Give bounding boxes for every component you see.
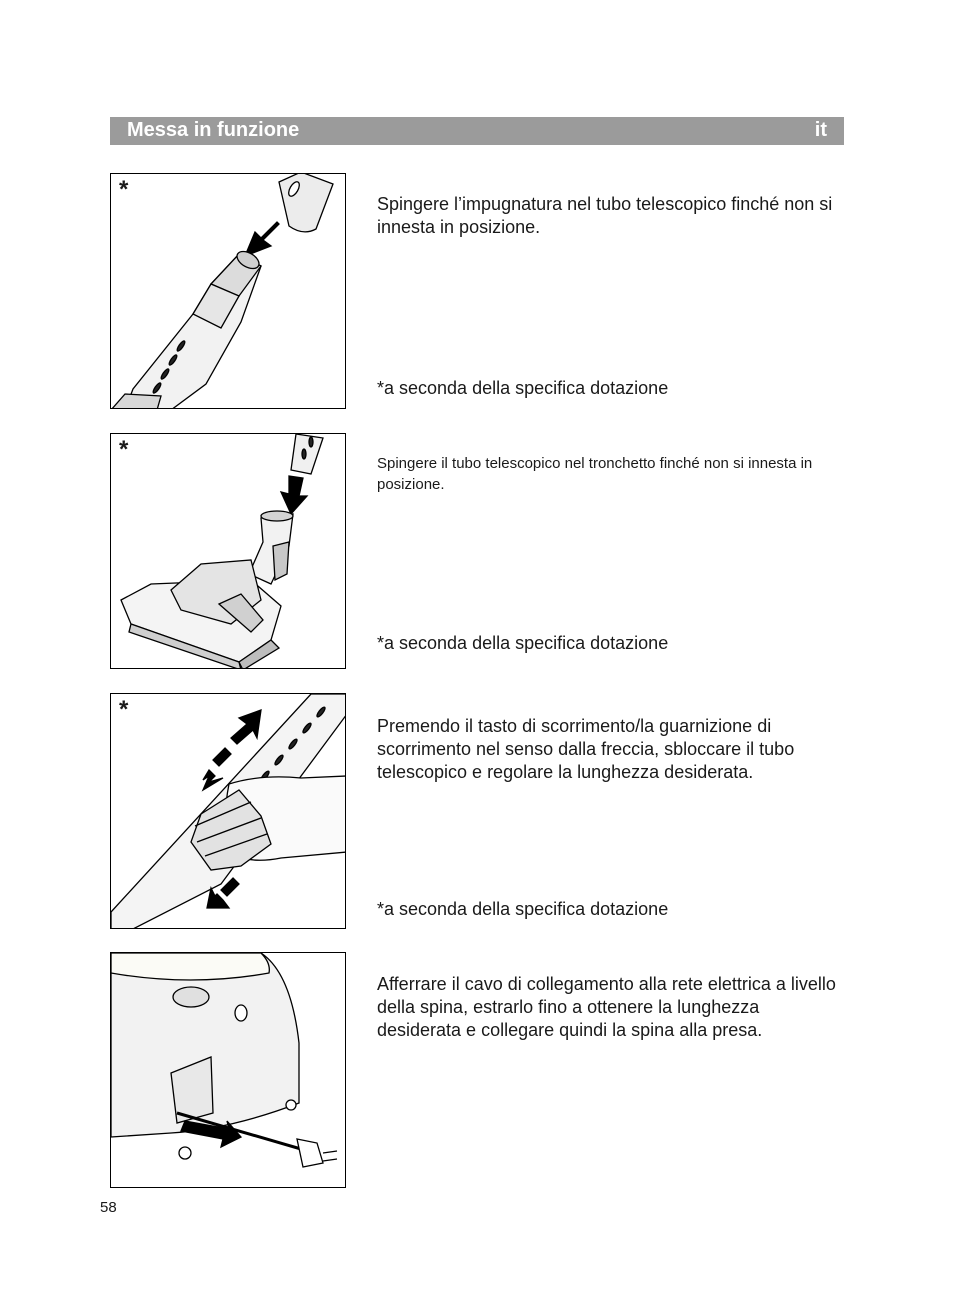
- instruction-text: Afferrare il cavo di collegamento alla rete elettrica a livello della spina, estrarlo fino a ottenere la lunghezza desiderata e collegare quindi la spina alla presa.: [377, 974, 836, 1040]
- instruction-text: Spingere l’impugnatura nel tubo telescopico finché non si innesta in posizione.: [377, 194, 833, 237]
- section-title: Messa in funzione: [127, 119, 300, 141]
- illustration-handle-into-tube: [110, 173, 346, 409]
- instruction-text: Spingere il tubo telescopico nel tronchetto finché non si innesta in posizione.: [377, 455, 813, 493]
- section-header: [110, 117, 844, 145]
- asterisk-marker: *: [119, 176, 129, 203]
- page-number: 58: [100, 1199, 117, 1216]
- asterisk-marker: *: [119, 436, 129, 463]
- footnote-equipment: *a seconda della specifica dotazione: [377, 633, 669, 653]
- illustration-adjust-tube: [110, 693, 346, 929]
- asterisk-marker: *: [119, 696, 129, 723]
- illustration-tube-into-nozzle: [110, 433, 346, 669]
- illustration-pull-power-cord: [110, 952, 346, 1188]
- instruction-text: Premendo il tasto di scorrimento/la guarnizione di scorrimento nel senso dalla freccia, sbloccare il tubo telescopico e regolare la lunghezza desiderata.: [377, 716, 795, 782]
- footnote-equipment: *a seconda della specifica dotazione: [377, 899, 669, 919]
- footnote-equipment: *a seconda della specifica dotazione: [377, 378, 669, 398]
- language-code: it: [814, 119, 827, 141]
